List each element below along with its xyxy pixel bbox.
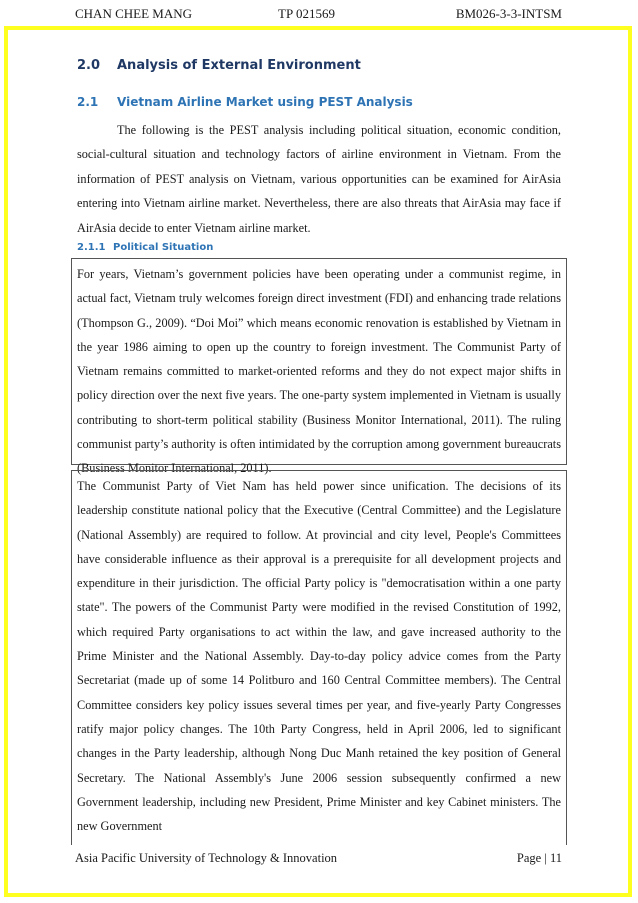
intro-paragraph: The following is the PEST analysis including political situation, economic condition, social-cultural situation and technology factors of airline environment in Vietnam. From the information of PEST analysis on Vietnam, various opportunities can be examined for AirAsia entering into Vietnam airline market. Nevertheless, there are also threats that AirAsia may face if AirAsia decide to enter Vietnam airline market. [77,123,561,235]
section-title: Analysis of External Environment [117,58,361,73]
section-number: 2.0 [77,58,101,73]
subsubsection-number: 2.1.1 [77,242,106,253]
subsection-title: Vietnam Airline Market using PEST Analysis [117,95,413,109]
page-header [75,6,562,24]
subsubsection-heading [77,242,213,253]
subsubsection-title: Political Situation [113,242,214,253]
footer-page-number: Page | 11 [516,851,562,865]
political-box-2 [71,470,567,845]
header-module-code: BM026-3-3-INTSM [455,6,562,21]
subsection-number: 2.1 [77,95,99,109]
page-footer [75,851,562,869]
political-box-1 [71,258,567,476]
header-author: CHAN CHEE MANG [75,6,192,21]
subsection-heading [77,95,413,109]
header-student-id: TP 021569 [278,6,335,21]
political-paragraph-1: For years, Vietnam’s government policies have been operating under a communist regime, in actual fact, Vietnam truly welcomes foreign direct investment (FDI) and enhancing trade relations (Thompson G., 2009). “Doi Moi” which means economic renovation is established by Vietnam in the year 1986 aiming to open up the country to foreign investment. The Communist Party of Vietnam remains committed to market-oriented reforms and they do not expect major shifts in policy direction over the next five years. The one-party system implemented in Vietnam is usually contributing to short-term political stability (Business Monitor International, 2011). The ruling communist party’s authority is often intimidated by the corruption among government bureaucrats (Business Monitor International, 2011). [77,267,561,476]
political-paragraph-2: The Communist Party of Viet Nam has held power since unification. The decisions of its leadership constitute national policy that the Executive (Central Committee) and the Legislature (National Assembly) are required to follow. At provincial and city level, People's Committees have considerable influence as their approval is a prerequisite for all development projects and expenditure in their jurisdiction. The official Party policy is "democratisation within a one party state". The powers of the Communist Party were modified in the revised Constitution of 1992, which required Party organisations to act within the law, and gave increased authority to the Prime Minister and the National Assembly. Day-to-day policy advice comes from the Party Secretariat (made up of some 14 Politburo and 160 Central Committee members). The Central Committee considers key policy issues several times per year, and five-yearly Party Congresses ratify major policy changes. The 10th Party Congress, held in April 2006, led to significant changes in the Party leadership, although Nong Duc Manh retained the key position of General Secretary. The National Assembly's June 2006 session subsequently confirmed a new Government leadership, including new President, Prime Minister and key Cabinet ministers. The new Government [77,479,561,834]
footer-institution: Asia Pacific University of Technology & Innovation [75,851,338,865]
section-heading [77,58,361,73]
